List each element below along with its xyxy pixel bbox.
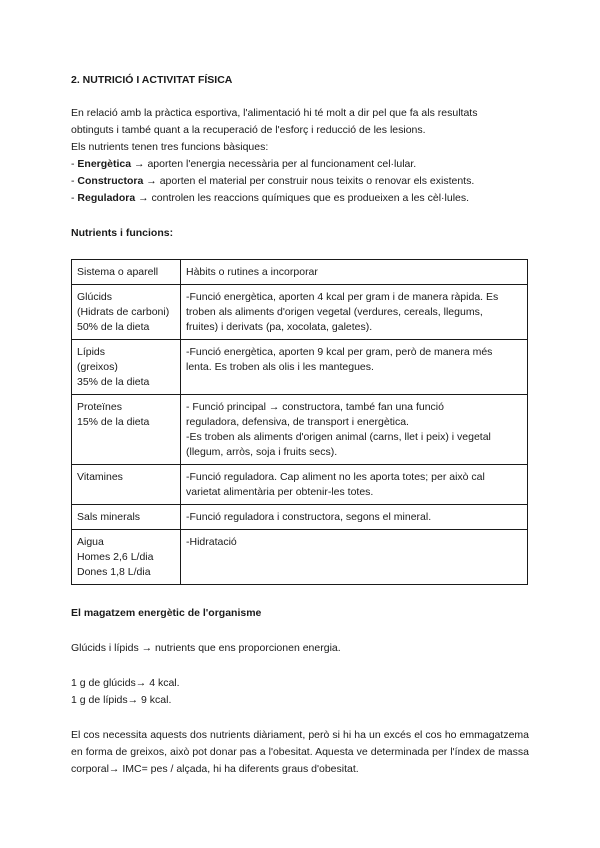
nutrient-name-line: (Hidrats de carboni) [77, 306, 170, 318]
nutrient-name-cell [72, 285, 181, 340]
nutrient-name-line: Vitamines [77, 471, 123, 483]
nutrient-function-line: -Es troben als aliments d'origen animal (carns, llet i peix) i vegetal [186, 431, 491, 443]
store-heading: El magatzem energètic de l'organisme [71, 607, 262, 619]
nutrient-name-line: Lípids [77, 346, 106, 358]
function-item-reguladora [71, 191, 469, 206]
function-term: Energètica [77, 158, 132, 170]
function-prefix: - [71, 158, 78, 170]
nutrient-function-line: - Funció principal → constructora, també fan una funció [186, 401, 444, 413]
nutrients-table [71, 259, 528, 585]
nutrient-function-line: reguladora, defensiva, de transport i energètica. [186, 416, 409, 428]
nutrient-name-line: (greixos) [77, 361, 118, 373]
table-row [72, 285, 528, 340]
nutrient-name-line: Sals minerals [77, 511, 141, 523]
table-row [72, 395, 528, 465]
nutrient-function-line: lenta. Es troben als olis i les mantegues. [186, 361, 374, 373]
section-title: 2. NUTRICIÓ I ACTIVITAT FÍSICA [71, 74, 233, 86]
function-prefix: - [71, 192, 78, 204]
nutrient-function-line: -Funció reguladora i constructora, segons el mineral. [186, 511, 432, 523]
nutrient-function-line: varietat alimentària per obtenir-les totes. [186, 486, 374, 498]
intro-line-1: En relació amb la pràctica esportiva, l'alimentació hi té molt a dir pel que fa als resultats [71, 107, 478, 119]
function-item-constructora [71, 174, 474, 189]
grams-glucids: 1 g de glúcids→ 4 kcal. [71, 677, 180, 689]
nutrient-function-line: -Funció energètica, aporten 9 kcal per gram, però de manera més [186, 346, 493, 358]
nutrient-name-line: Aigua [77, 536, 104, 548]
store-line: Glúcids i lípids → nutrients que ens proporcionen energia. [71, 642, 341, 654]
table-heading: Nutrients i funcions: [71, 227, 174, 239]
function-term: Reguladora [77, 192, 136, 204]
nutrient-name-line: 15% de la dieta [77, 416, 150, 428]
nutrient-name-line: 50% de la dieta [77, 321, 150, 333]
nutrient-function-line: -Hidratació [186, 536, 237, 548]
nutrient-name-line: Glúcids [77, 291, 113, 303]
function-item-energetica [71, 157, 416, 172]
nutrient-name-cell [72, 395, 181, 465]
intro-line-2: obtinguts i també quant a la recuperació de l'esforç i reducció de les lesions. [71, 124, 426, 136]
function-prefix: - [71, 175, 78, 187]
nutrient-function-cell [181, 465, 528, 505]
nutrient-function-line: fruites) i derivats (pa, xocolata, galetes). [186, 321, 373, 333]
column-header-system: Sistema o aparell [72, 260, 181, 285]
nutrient-name-line: 35% de la dieta [77, 376, 150, 388]
nutrient-function-line: troben als aliments d'origen vegetal (verdures, cereals, llegums, [186, 306, 483, 318]
nutrient-function-cell [181, 395, 528, 465]
function-text: → aporten el material per construir nous teixits o renovar els existents. [143, 175, 475, 187]
nutrient-function-cell [181, 285, 528, 340]
column-header-habits: Hàbits o rutines a incorporar [181, 260, 528, 285]
nutrient-function-cell [181, 505, 528, 530]
nutrient-name-line: Dones 1,8 L/dia [77, 566, 151, 578]
intro-line-3: Els nutrients tenen tres funcions bàsiques: [71, 141, 269, 153]
nutrient-function-line: (llegum, arròs, soja i fruits secs). [186, 446, 338, 458]
grams-lipids: 1 g de lípids→ 9 kcal. [71, 694, 172, 706]
nutrient-name-cell [72, 530, 181, 585]
function-term: Constructora [77, 175, 144, 187]
table-row [72, 340, 528, 395]
nutrient-function-cell [181, 340, 528, 395]
nutrient-name-cell [72, 465, 181, 505]
table-row [72, 465, 528, 505]
table-row [72, 505, 528, 530]
function-text: → controlen les reaccions químiques que es produeixen a les cèl·lules. [135, 192, 470, 204]
nutrient-function-cell [181, 530, 528, 585]
function-text: → aporten l'energia necessària per al funcionament cel·lular. [131, 158, 417, 170]
table-row [72, 530, 528, 585]
table-header-row [72, 260, 528, 285]
nutrient-name-cell [72, 340, 181, 395]
nutrient-function-line: -Funció energètica, aporten 4 kcal per gram i de manera ràpida. Es [186, 291, 499, 303]
nutrient-name-line: Proteïnes [77, 401, 122, 413]
nutrient-function-line: -Funció reguladora. Cap aliment no les aporta totes; per això cal [186, 471, 485, 483]
nutrient-name-cell [72, 505, 181, 530]
nutrient-name-line: Homes 2,6 L/dia [77, 551, 154, 563]
closing-paragraph: El cos necessita aquests dos nutrients diàriament, però si hi ha un excés el cos ho emmagatzema en forma de greixos, això pot donar pas a l'obesitat. Aquesta ve determinada per l'índex de massa corporal→ IMC= pes / alçada, hi ha diferents graus d'obesitat. [71, 729, 529, 775]
